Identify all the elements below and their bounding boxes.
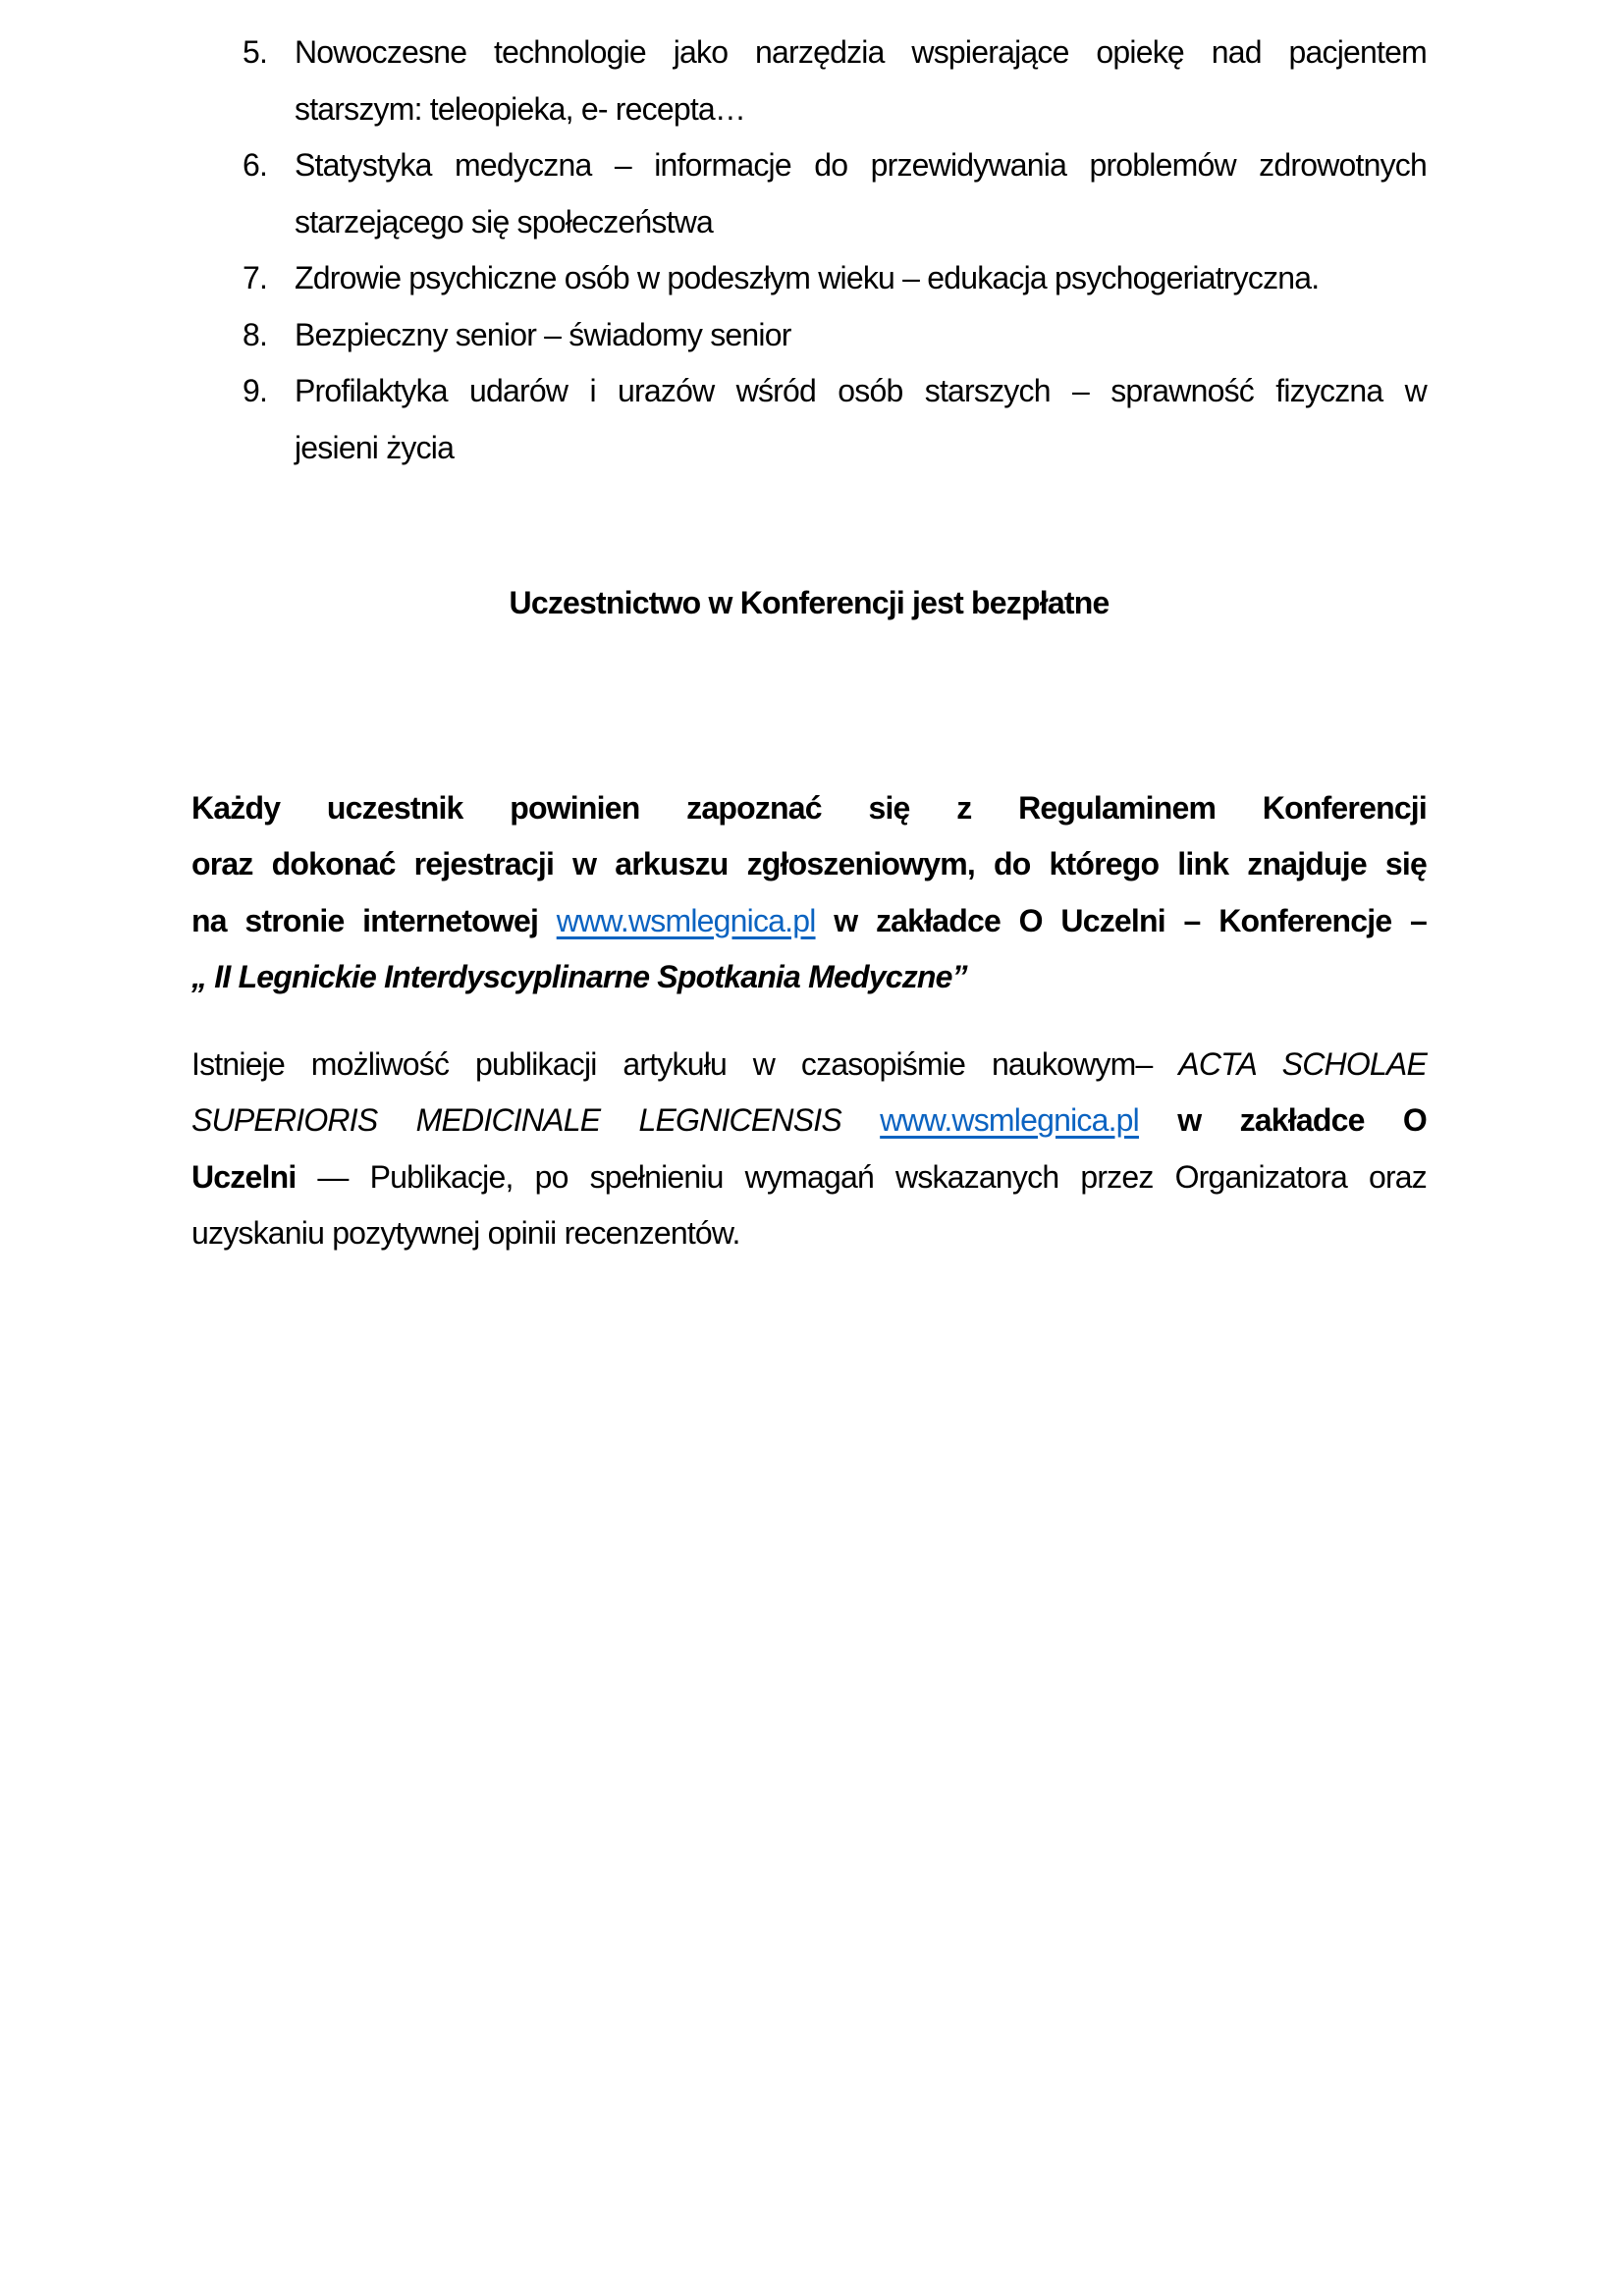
registration-paragraph	[191, 780, 1427, 1006]
list-item-number: 8.	[243, 316, 268, 352]
text-run: „ II Legnickie Interdyscyplinarne Spotkania Medyczne”	[191, 959, 967, 994]
text-run: Każdy uczestnik powinien zapoznać się z Regulaminem Konferencji	[191, 789, 1427, 826]
document-line	[191, 949, 1427, 1006]
text-run: Uczelni	[191, 1158, 297, 1195]
text-run: na stronie internetowej	[191, 902, 557, 938]
list-item-number: 6.	[243, 147, 268, 183]
list-item	[191, 307, 1427, 364]
list-item-number: 5.	[243, 34, 268, 70]
publication-paragraph	[191, 1037, 1427, 1262]
document-content	[191, 25, 1427, 1262]
text-run: w zakładce O Uczelni – Konferencje –	[815, 902, 1427, 938]
text-run: uzyskaniu pozytywnej opinii recenzentów.	[191, 1215, 740, 1251]
document-line	[295, 250, 1427, 307]
text-run: Zdrowie psychiczne osób w podeszłym wieku – edukacja psychogeriatryczna.	[295, 260, 1320, 295]
document-line	[191, 1205, 1427, 1262]
text-run: Statystyka medyczna – informacje do przewidywania problemów zdrowotnych	[295, 147, 1427, 183]
text-run: Nowoczesne technologie jako narzędzia wspierające opiekę nad pacjentem	[295, 34, 1427, 70]
text-run: starszym: teleopieka, e- recepta…	[295, 90, 746, 127]
text-run: Profilaktyka udarów i urazów wśród osób starszych – sprawność fizyczna w	[295, 373, 1427, 408]
text-run: jesieni życia	[295, 429, 455, 465]
document-line	[191, 836, 1427, 893]
document-line	[191, 780, 1427, 837]
document-line	[295, 307, 1427, 364]
document-line	[295, 25, 1427, 81]
document-line	[295, 194, 1427, 251]
list-item-number: 7.	[243, 260, 268, 295]
text-run: starzejącego się społeczeństwa	[295, 203, 714, 240]
list-item	[191, 250, 1427, 307]
ordered-list	[191, 25, 1427, 476]
document-line	[191, 893, 1427, 950]
text-run: SUPERIORIS MEDICINALE LEGNICENSIS	[191, 1102, 881, 1138]
list-item	[191, 137, 1427, 250]
text-run: Istnieje możliwość publikacji artykułu w czasopiśmie naukowym–	[191, 1045, 1179, 1082]
list-item	[191, 25, 1427, 137]
hyperlink[interactable]: www.wsmlegnica.pl	[556, 902, 816, 938]
document-line	[295, 81, 1427, 138]
section-heading: Uczestnictwo w Konferencji jest bezpłatne	[509, 585, 1110, 620]
text-run: ACTA SCHOLAE	[1178, 1045, 1427, 1082]
text-run: oraz dokonać rejestracji w arkuszu zgłoszeniowym, do którego link znajduje się	[191, 846, 1427, 881]
document-line	[191, 1037, 1427, 1094]
paragraphs-container	[191, 780, 1427, 1262]
list-item-number: 9.	[243, 373, 268, 408]
document-line	[295, 137, 1427, 194]
text-run: w zakładce O	[1138, 1102, 1427, 1138]
document-line	[295, 363, 1427, 420]
list-item	[191, 363, 1427, 476]
text-run: Bezpieczny senior – świadomy senior	[295, 316, 791, 352]
hyperlink[interactable]: www.wsmlegnica.pl	[880, 1102, 1139, 1138]
document-line	[191, 1093, 1427, 1149]
text-run: — Publikacje, po spełnieniu wymagań wskazanych przez Organizatora oraz	[296, 1158, 1427, 1195]
document-line	[295, 420, 1427, 477]
document-line	[191, 1149, 1427, 1206]
